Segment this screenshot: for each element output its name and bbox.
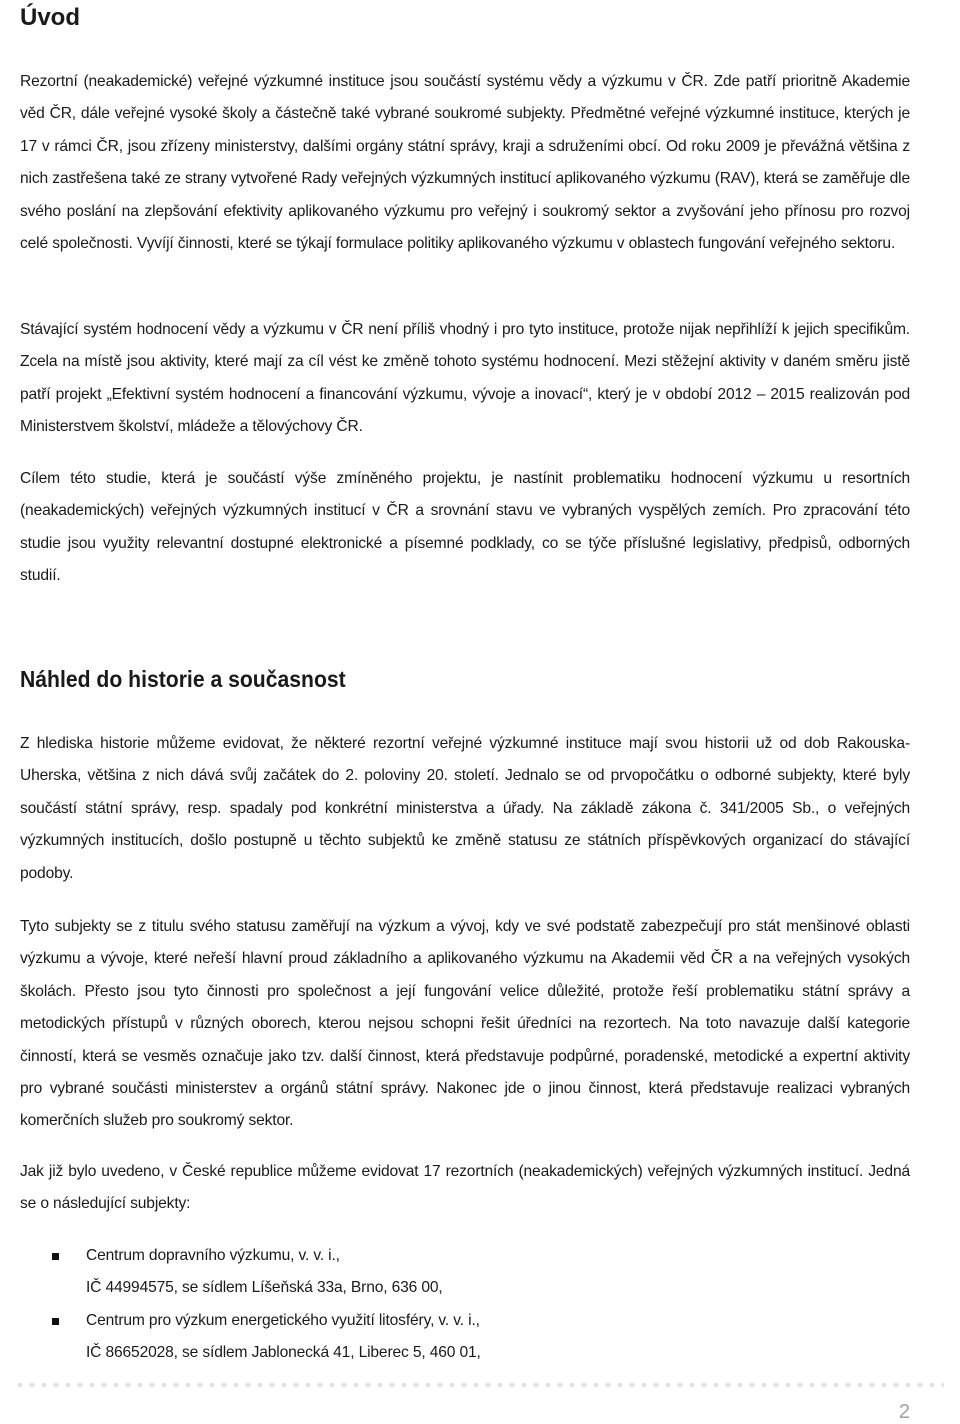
- history-paragraph-1: Z hlediska historie můžeme evidovat, že některé rezortní veřejné výzkumné instituce mají svou historii už od dob Rakouska-Uherska, většina z nich dává svůj začátek do 2. poloviny 20. století. Jednalo se od prvopočátku o odborné subjekty, které byly součástí státní správy, resp. spadaly pod konkrétní ministerstva a úřady. Na základě zákona č. 341/2005 Sb., o veřejných výzkumných institucích, došlo postupně u těchto subjektů ke změně statusu ze státních příspěvkových organizací do stávající podoby.: [20, 735, 910, 882]
- list-item: [20, 1240, 910, 1305]
- intro-paragraph-1: Rezortní (neakademické) veřejné výzkumné instituce jsou součástí systému vědy a výzkumu v ČR. Zde patří prioritně Akademie věd ČR, dále veřejné vysoké školy a částečně také vybrané soukromé subjekty. Předmětné veřejné výzkumné instituce, kterých je 17 v rámci ČR, jsou zřízeny ministerstvy, dalšími orgány státní správy, kraji a sdruženími obcí. Od roku 2009 je převážná většina z nich zastřešena také ze strany vytvořené Rady veřejných výzkumných institucí aplikovaného výzkumu (RAV), která se zaměřuje dle svého poslání na zlepšování efektivity aplikovaného výzkumu pro veřejný i soukromý sektor a zvyšování jeho přínosu pro rozvoj celé společnosti. Vyvíjí činnosti, které se týkají formulace politiky aplikovaného výzkumu v oblastech fungování veřejného sektoru.: [20, 73, 910, 253]
- intro-paragraph-2: Stávající systém hodnocení vědy a výzkumu v ČR není příliš vhodný i pro tyto instituce, protože nijak nepřihlíží k jejich specifikům. Zcela na místě jsou aktivity, které mají za cíl vést ke změně tohoto systému hodnocení. Mezi stěžejní aktivity v daném směru jistě patří projekt „Efektivní systém hodnocení a financování výzkumu, vývoje a inovací“, který je v období 2012 – 2015 realizován pod Ministerstvem školství, mládeže a tělovýchovy ČR.: [20, 321, 910, 436]
- institution-list: [20, 1240, 910, 1370]
- page-number: 2: [898, 1401, 910, 1423]
- section-heading-intro: Úvod: [20, 4, 80, 31]
- section-heading-history: Náhled do historie a současnost: [20, 666, 346, 692]
- square-bullet-icon: [52, 1253, 59, 1260]
- intro-paragraph-3: Cílem této studie, která je součástí výše zmíněného projektu, je nastínit problematiku hodnocení výzkumu u resortních (neakademických) veřejných výzkumných institucí v ČR a srovnání stavu ve vybraných vyspělých zemích. Pro zpracování této studie jsou využity relevantní dostupné elektronické a písemné podklady, co se týče příslušné legislativy, předpisů, odborných studií.: [20, 470, 910, 585]
- square-bullet-icon: [52, 1318, 59, 1325]
- list-item: [20, 1305, 910, 1370]
- footer-dotted-divider: [14, 1382, 944, 1388]
- institution-name: Centrum dopravního výzkumu, v. v. i.,: [86, 1247, 340, 1264]
- institution-details: IČ 86652028, se sídlem Jablonecká 41, Liberec 5, 460 01,: [86, 1344, 481, 1362]
- history-paragraph-3: Jak již bylo uvedeno, v České republice můžeme evidovat 17 rezortních (neakademických) veřejných výzkumných institucí. Jedná se o následující subjekty:: [20, 1163, 910, 1213]
- institution-details: IČ 44994575, se sídlem Líšeňská 33a, Brno, 636 00,: [86, 1279, 443, 1297]
- institution-name: Centrum pro výzkum energetického využití litosféry, v. v. i.,: [86, 1311, 480, 1329]
- history-paragraph-2: Tyto subjekty se z titulu svého statusu zaměřují na výzkum a vývoj, kdy ve své podstatě zabezpečují pro stát menšinové oblasti výzkumu a vývoje, které neřeší hlavní proud základního a aplikovaného výzkumu na Akademii věd ČR a na veřejných vysokých školách. Přesto jsou tyto činnosti pro společnost a její fungování velice důležité, protože řeší problematiku státní správy a metodických přístupů v různých oborech, kterou nejsou schopni řešit úředníci na rezortech. Na toto navazuje další kategorie činností, která se vesměs označuje jako tzv. další činnost, která představuje podpůrné, poradenské, metodické a expertní aktivity pro vybrané součásti ministerstev a orgánů státní správy. Nakonec jde o jinou činnost, která představuje realizaci vybraných komerčních služeb pro soukromý sektor.: [20, 918, 910, 1130]
